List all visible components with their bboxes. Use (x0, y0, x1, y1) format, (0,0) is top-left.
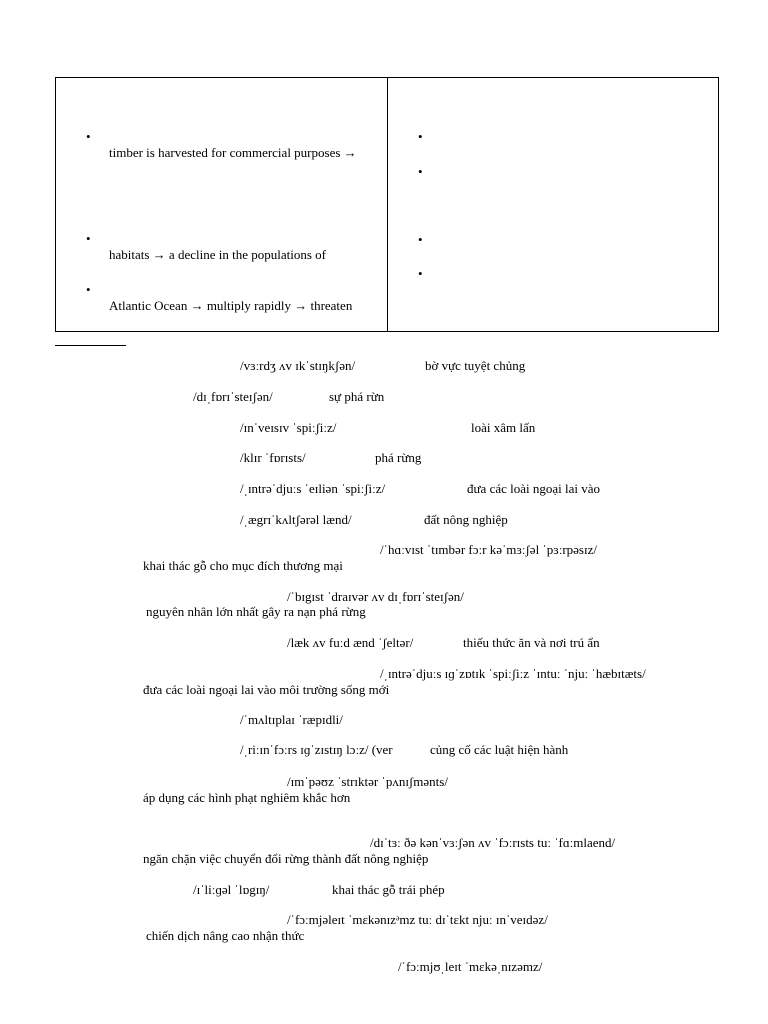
vocab-meaning: đất nông nghiệp (424, 512, 508, 527)
vocab-meaning: khai thác gỗ trái phép (332, 882, 445, 897)
vocab-ipa: /ˌriːɪnˈfɔːrs ɪɡˈzɪstɪŋ lɔːz/ (ver (240, 742, 393, 757)
vocab-ipa: /ˈbɪgɪst ˈdraɪvər ʌv dɪˌfɒrɪˈsteɪʃən/ (287, 589, 464, 604)
vocab-meaning: củng cố các luật hiện hành (430, 742, 569, 757)
vocab-ipa: /ˈfɔːmjəleɪt ˈmɛkənɪzᵊmz tuː dɪˈtɛkt njuː ɪnˈveɪdəz/ (287, 912, 548, 927)
vocab-ipa: /ˌægrɪˈkʌltʃərəl lænd/ (240, 512, 352, 527)
vocab-ipa: /dɪˈtɜː ðə kənˈvɜːʃən ʌv ˈfɔːrɪsts tuː ˈfɑːmlaend/ (370, 835, 616, 850)
bullet-marker: • (418, 129, 423, 144)
vocab-ipa: /læk ʌv fuːd ænd ˈʃeltər/ (287, 635, 414, 650)
vocab-ipa: /ˈhɑːvɪst ˈtɪmbər fɔːr kəˈmɜːʃəl ˈpɜːrpəsɪz/ (380, 542, 597, 557)
vocab-meaning: khai thác gỗ cho mục đích thương mại (143, 558, 343, 573)
column-divider (387, 78, 388, 331)
vocab-ipa: /vɜːrdʒ ʌv ɪkˈstɪŋkʃən/ (240, 358, 356, 373)
vocab-ipa: /klɪr ˈfɒrɪsts/ (240, 450, 306, 465)
vocab-meaning: đưa các loài ngoại lai vào môi trường sống mới (143, 682, 390, 697)
vocab-meaning: loài xâm lấn (471, 420, 536, 435)
vocab-meaning: phá rừng (375, 450, 422, 465)
vocab-ipa: /ˌɪntrəˈdjuːs ɪɡˈzɒtɪk ˈspiːʃiːz ˈɪntuː ˈnjuː ˈhæbɪtæts/ (380, 666, 646, 681)
vocab-ipa: /ˌɪntrəˈdjuːs ˈeɪliən ˈspiːʃiːz/ (240, 481, 386, 496)
bullet-marker: • (418, 232, 423, 247)
left-bullet-text: habitats → a decline in the populations of (109, 247, 326, 262)
bullet-marker: • (418, 164, 423, 179)
left-bullet-text: Atlantic Ocean → multiply rapidly → threaten (109, 298, 353, 313)
vocab-ipa: /dɪˌfɒrɪˈsteɪʃən/ (193, 389, 273, 404)
bullet-marker: • (86, 129, 91, 144)
summary-table (55, 77, 719, 332)
footnote-separator (55, 345, 126, 346)
vocab-meaning: sự phá rừn (329, 389, 385, 404)
vocab-meaning: chiến dịch nâng cao nhận thức (146, 928, 305, 943)
vocab-ipa: /ˈfɔːmjʊˌleɪt ˈmɛkəˌnɪzəmz/ (398, 959, 543, 974)
vocab-ipa: /ɪnˈveɪsɪv ˈspiːʃiːz/ (240, 420, 337, 435)
vocab-meaning: đưa các loài ngoại lai vào (467, 481, 601, 496)
left-bullet-text: timber is harvested for commercial purposes → (109, 145, 357, 160)
vocab-ipa: /ɪˈliːɡəl ˈlɒgɪŋ/ (193, 882, 270, 897)
vocab-meaning: nguyên nhân lớn nhất gây ra nạn phá rừng (146, 604, 366, 619)
vocab-ipa: /ˈmʌltɪplaɪ ˈræpɪdli/ (240, 712, 343, 727)
vocab-ipa: /ɪmˈpəʊz ˈstrɪktər ˈpʌnɪʃmənts/ (287, 774, 448, 789)
vocab-meaning: áp dụng các hình phạt nghiêm khắc hơn (143, 790, 351, 805)
bullet-marker: • (86, 231, 91, 246)
vocab-meaning: ngăn chặn việc chuyển đổi rừng thành đất nông nghiệp (143, 851, 429, 866)
bullet-marker: • (418, 266, 423, 281)
vocab-meaning: bờ vực tuyệt chủng (425, 358, 526, 373)
bullet-marker: • (86, 282, 91, 297)
vocab-meaning: thiếu thức ăn và nơi trú ẩn (463, 635, 600, 650)
